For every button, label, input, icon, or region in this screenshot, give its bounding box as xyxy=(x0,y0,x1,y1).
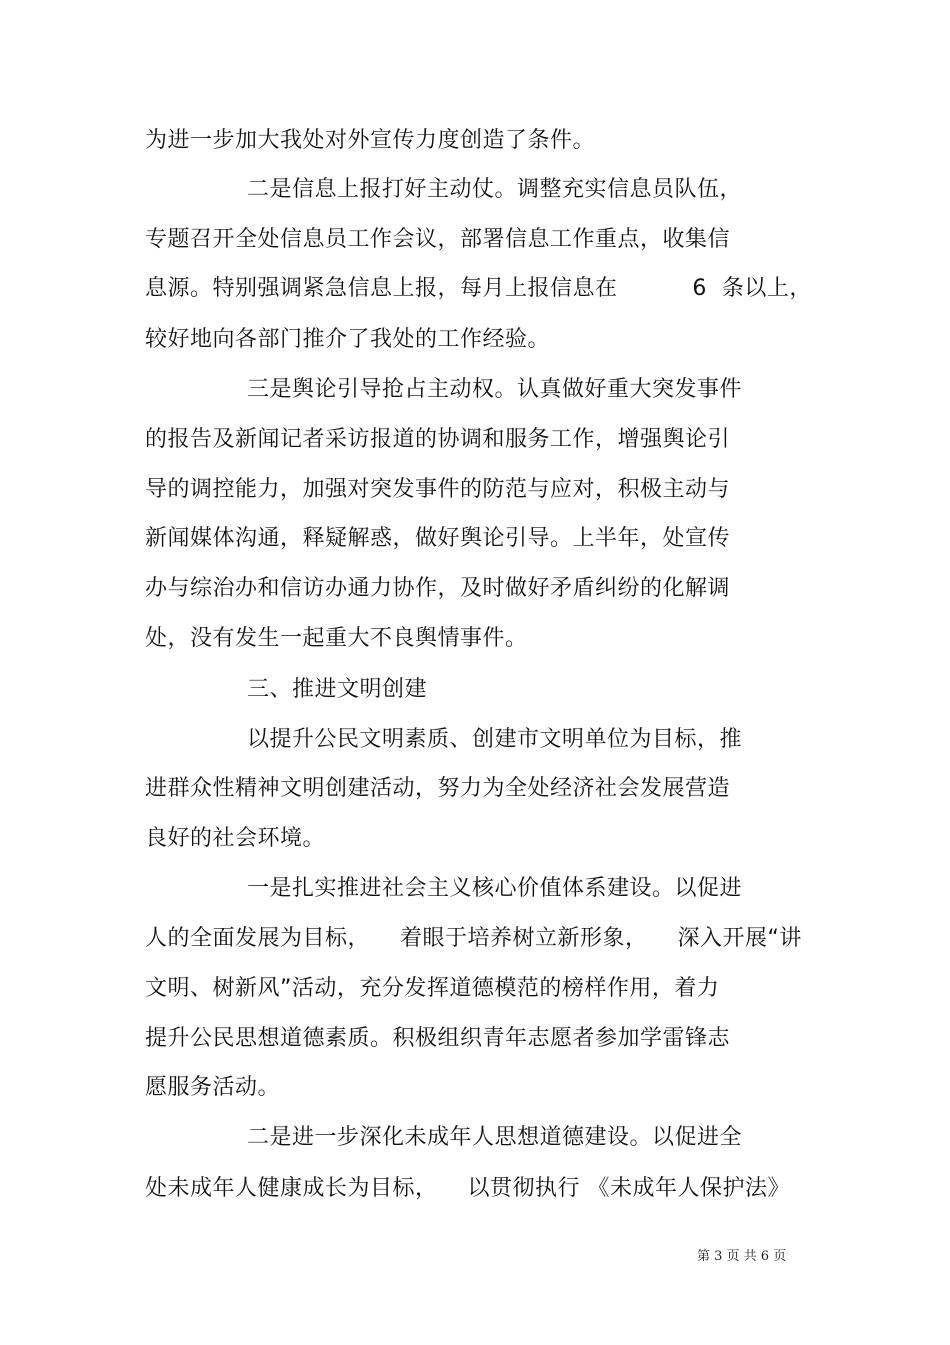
text-line-21: 二是进一步深化未成年人思想道德建设。以促进全 xyxy=(247,1125,743,1150)
text-line-4: 息源。特别强调紧急信息上报，每月上报信息在 6 条以上， xyxy=(145,276,812,301)
text-line-17: 人的全面发展为目标， 着眼于培养树立新形象， 深入开展“讲 xyxy=(145,926,802,951)
text-line-20: 愿服务活动。 xyxy=(145,1075,281,1100)
text-line-1: 为进一步加大我处对外宣传力度创造了条件。 xyxy=(145,128,596,153)
text-line-19: 提升公民思想道德素质。积极组织青年志愿者参加学雷锋志 xyxy=(145,1026,731,1051)
text-line-3: 专题召开全处信息员工作会议，部署信息工作重点，收集信 xyxy=(145,227,731,252)
text-line-14: 进群众性精神文明创建活动，努力为全处经济社会发展营造 xyxy=(145,776,731,801)
page-number-footer: 第 3 页 共 6 页 xyxy=(697,1249,787,1264)
text-line-8: 导的调控能力，加强对突发事件的防范与应对，积极主动与 xyxy=(145,477,731,502)
text-line-18: 文明、树新风”活动，充分发挥道德模范的榜样作用，着力 xyxy=(145,976,720,1001)
text-line-10: 办与综治办和信访办通力协作，及时做好矛盾纠纷的化解调 xyxy=(145,576,731,601)
text-line-22: 处未成年人健康成长为目标， 以贯彻执行 《未成年人保护法》 xyxy=(145,1176,790,1201)
section-heading: 三、推进文明创建 xyxy=(247,677,428,702)
text-line-16: 一是扎实推进社会主义核心价值体系建设。以促进 xyxy=(247,876,743,901)
text-line-6: 三是舆论引导抢占主动权。认真做好重大突发事件 xyxy=(247,377,743,402)
text-line-7: 的报告及新闻记者采访报道的协调和服务工作，增强舆论引 xyxy=(145,427,731,452)
text-line-11: 处，没有发生一起重大不良舆情事件。 xyxy=(145,626,528,651)
text-line-15: 良好的社会环境。 xyxy=(145,826,326,851)
text-line-2: 二是信息上报打好主动仗。调整充实信息员队伍， xyxy=(247,177,743,202)
text-line-9: 新闻媒体沟通，释疑解惑，做好舆论引导。上半年，处宣传 xyxy=(145,526,731,551)
text-line-5: 较好地向各部门推介了我处的工作经验。 xyxy=(145,327,551,352)
text-line-13: 以提升公民文明素质、创建市文明单位为目标，推 xyxy=(247,727,743,752)
